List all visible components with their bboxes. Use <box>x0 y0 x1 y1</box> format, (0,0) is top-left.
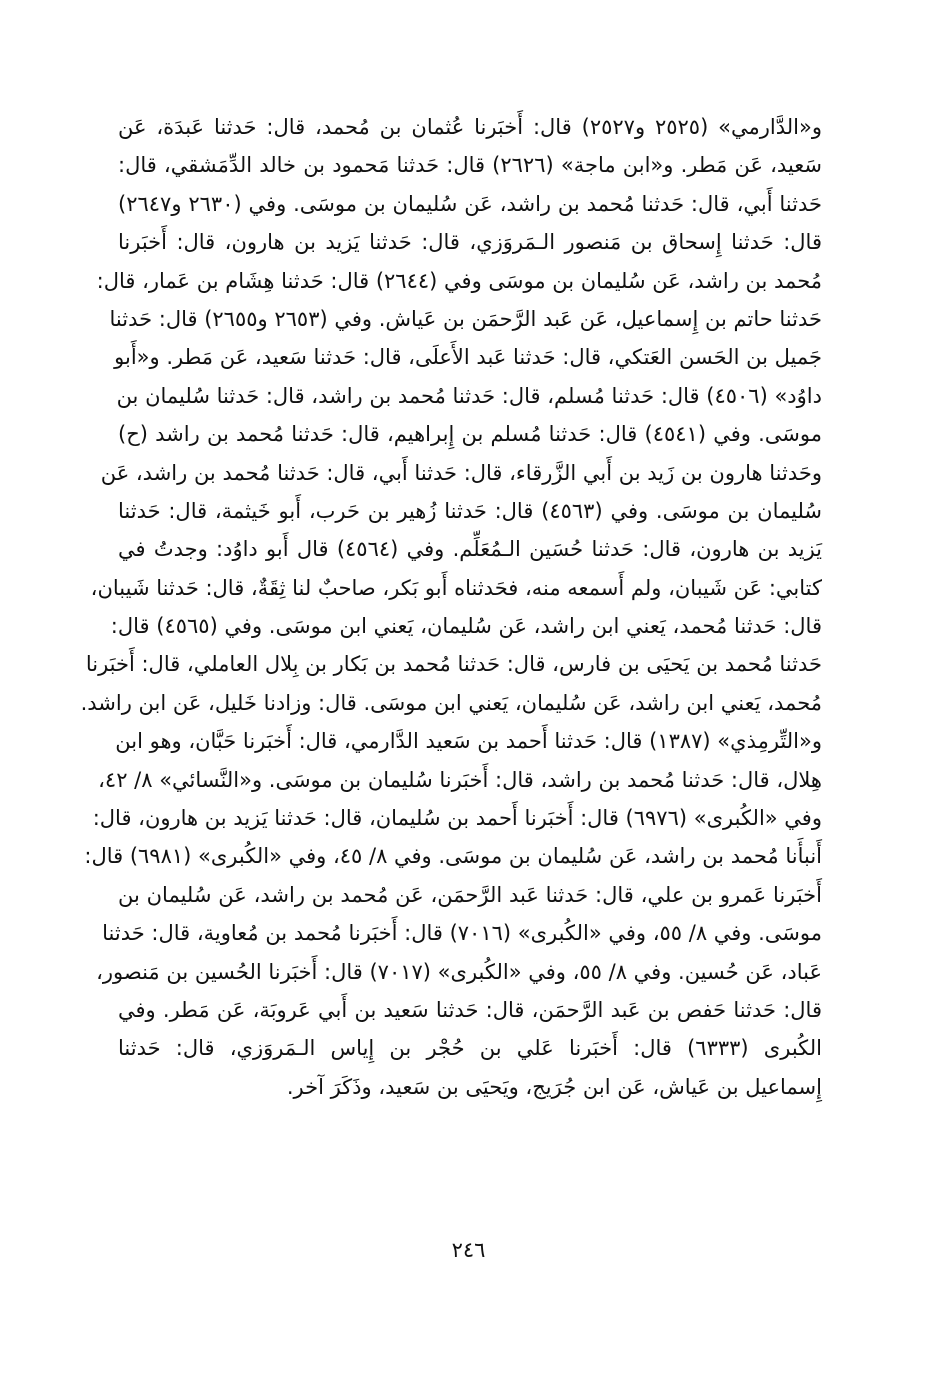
text-line: مُحمد بن راشد، عَن سُليمان بن موسَى وفي (٢٦٤٤) قال: حَدثنا هِشَام بن عَمار، قال: <box>96 268 822 293</box>
text-line: موسَى. وفي ٨/ ٥٥، وفي «الكُبرى» (٧٠١٦) قال: أَخبَرنا مُحمد بن مُعاوية، قال: حَدثنا <box>102 921 822 946</box>
text-line: يَزيد بن هارون، قال: حَدثنا حُسَين الـمُعَلِّم. وفي (٤٥٦٤) قال أَبو داوُد: وجدتُ في <box>118 537 822 562</box>
text-line-last: إِسماعيل بن عَياش، عَن ابن جُرَيج، ويَحيَى بن سَعيد، وذَكَرَ آخر. <box>286 1074 822 1099</box>
text-line: مُحمد، يَعني ابن راشد، عَن سُليمان، يَعني ابن موسَى. قال: وزادنا خَليل، عَن ابن راشد. <box>80 690 822 715</box>
text-line: جَميل بن الحَسن العَتكي، قال: حَدثنا عَبد الأَعلَى، قال: حَدثنا سَعيد، عَن مَطر. و«أَبو <box>114 345 822 370</box>
text-line: موسَى. وفي (٤٥٤١) قال: حَدثنا مُسلم بن إِبراهيم، قال: حَدثنا مُحمد بن راشد (ح) <box>118 422 823 447</box>
text-line: سُليمان بن موسَى. وفي (٤٥٦٣) قال: حَدثنا زُهير بن حَرب، أَبو خَيثمة، قال: حَدثنا <box>118 498 822 523</box>
text-line: قال: حَدثنا حَفص بن عَبد الرَّحمَن، قال: حَدثنا سَعيد بن أَبي عَروبَة، عَن مَطر. وفي <box>118 997 822 1022</box>
body-text <box>80 108 823 1106</box>
text-line: داوُد» (٤٥٠٦) قال: حَدثنا مُسلم، قال: حَدثنا مُحمد بن راشد، قال: حَدثنا سُليمان بن <box>116 383 822 408</box>
text-line: كتابي: عَن شَيبان، ولم أَسمعه منه، فحَدثناه أَبو بَكر، صاحبٌ لنا ثِقَةٌ، قال: حَدثنا شَيبان، <box>90 575 822 600</box>
text-line: هِلال، قال: حَدثنا مُحمد بن راشد، قال: أَخبَرنا سُليمان بن موسَى. و«النَّسائي» ٨/ ٤٢، <box>98 767 822 792</box>
text-line: سَعيد، عَن مَطر. و«ابن ماجة» (٢٦٢٦) قال: حَدثنا مَحمود بن خالد الدِّمَشقي، قال: <box>118 153 823 178</box>
text-line: الكُبرى (٦٣٣٣) قال: أَخبَرنا عَلي بن حُجْر بن إِياس الـمَروَزي، قال: حَدثنا <box>118 1036 822 1061</box>
text-line: و«الدَّارمي» (٢٥٢٥ و٢٥٢٧) قال: أَخبَرنا عُثمان بن مُحمد، قال: حَدثنا عَبدَة، عَن <box>118 115 822 139</box>
text-line: قال: حَدثنا مُحمد، يَعني ابن راشد، عَن سُليمان، يَعني ابن موسَى. وفي (٤٥٦٥) قال: <box>110 614 822 639</box>
text-line: حَدثنا مُحمد بن يَحيَى بن فارس، قال: حَدثنا مُحمد بن بَكار بن بِلال العاملي، قال: أَخبَرنا <box>85 652 822 677</box>
text-line: حَدثنا أَبي، قال: حَدثنا مُحمد بن راشد، عَن سُليمان بن موسَى. وفي (٢٦٣٠ و٢٦٤٧) <box>118 191 822 216</box>
text-line: وحَدثنا هارون بن زَيد بن أَبي الزَّرقاء، قال: حَدثنا أَبي، قال: حَدثنا مُحمد بن راشد، عَن <box>100 460 822 485</box>
text-line: قال: حَدثنا إِسحاق بن مَنصور الـمَروَزي، قال: حَدثنا يَزيد بن هارون، قال: أَخبَرنا <box>118 230 822 255</box>
page-number: ٢٤٦ <box>451 1238 486 1262</box>
text-line: حَدثنا حاتم بن إِسماعيل، عَن عَبد الرَّحمَن بن عَياش. وفي (٢٦٥٣ و٢٦٥٥) قال: حَدثنا <box>109 306 822 331</box>
text-line: وفي «الكُبرى» (٦٩٧٦) قال: أَخبَرنا أَحمد بن سُليمان، قال: حَدثنا يَزيد بن هارون، قال: <box>92 806 822 831</box>
text-line: أَنبأَنا مُحمد بن راشد، عَن سُليمان بن موسَى. وفي ٨/ ٤٥، وفي «الكُبرى» (٦٩٨١) قال: <box>84 844 822 869</box>
text-line: أَخبَرنا عَمرو بن علي، قال: حَدثنا عَبد الرَّحمَن، عَن مُحمد بن راشد، عَن سُليمان بن <box>118 882 822 907</box>
text-line: و«التِّرمِذي» (١٣٨٧) قال: حَدثنا أَحمد بن سَعيد الدَّارمي، قال: أَخبَرنا حَبَّان، وهو ابن <box>115 729 822 754</box>
text-line: عَباد، عَن حُسين. وفي ٨/ ٥٥، وفي «الكُبرى» (٧٠١٧) قال: أَخبَرنا الحُسين بن مَنصور، <box>96 959 822 984</box>
